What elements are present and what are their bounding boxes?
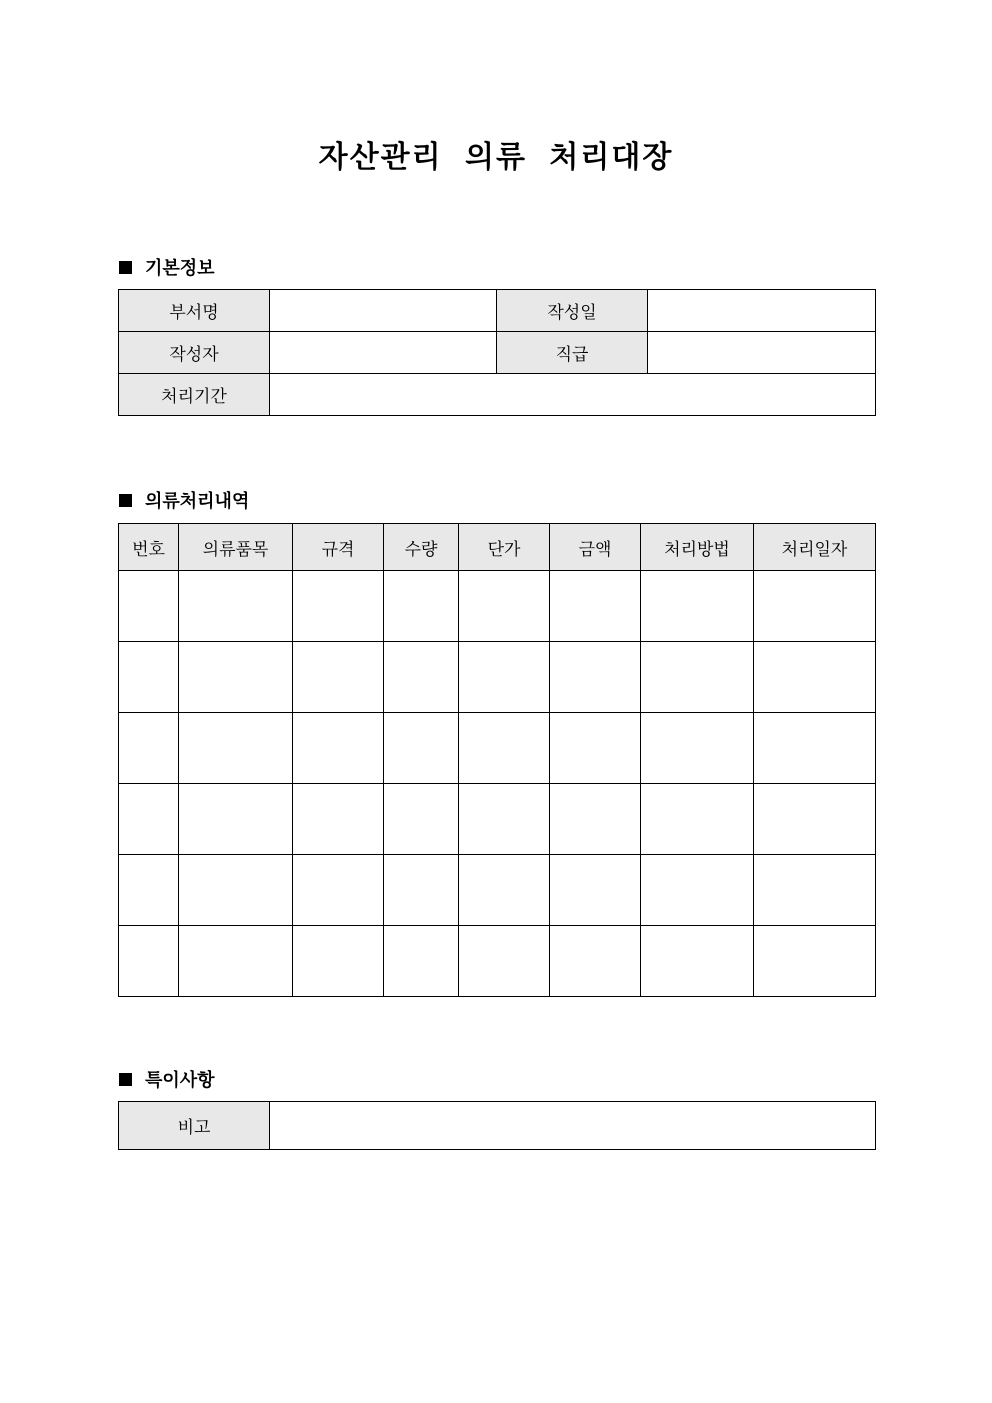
table-row [119, 855, 876, 926]
table-cell[interactable] [119, 713, 179, 784]
table-cell[interactable] [293, 855, 384, 926]
table-cell[interactable] [293, 784, 384, 855]
period-label: 처리기간 [119, 374, 270, 416]
table-cell[interactable] [384, 855, 459, 926]
section-heading-details [119, 487, 249, 513]
table-row [119, 374, 876, 416]
table-cell[interactable] [179, 642, 293, 713]
section-heading-label: 기본정보 [145, 258, 215, 279]
table-cell[interactable] [550, 926, 641, 997]
table-header-row [119, 524, 876, 571]
column-header-unit-price: 단가 [459, 524, 550, 571]
table-cell[interactable] [179, 571, 293, 642]
table-cell[interactable] [119, 571, 179, 642]
table-cell[interactable] [754, 571, 876, 642]
section-heading-notes [119, 1066, 215, 1092]
table-cell[interactable] [384, 713, 459, 784]
disposal-details-table [118, 523, 876, 997]
table-cell[interactable] [293, 571, 384, 642]
table-cell[interactable] [459, 571, 550, 642]
column-header-method: 처리방법 [641, 524, 754, 571]
date-label: 작성일 [497, 290, 648, 332]
column-header-date: 처리일자 [754, 524, 876, 571]
table-cell[interactable] [384, 926, 459, 997]
table-cell[interactable] [550, 713, 641, 784]
table-cell[interactable] [550, 571, 641, 642]
table-cell[interactable] [459, 642, 550, 713]
table-cell[interactable] [641, 713, 754, 784]
table-cell[interactable] [384, 784, 459, 855]
table-cell[interactable] [459, 855, 550, 926]
table-row [119, 784, 876, 855]
remark-field[interactable] [270, 1102, 876, 1150]
table-cell[interactable] [459, 784, 550, 855]
table-cell[interactable] [384, 642, 459, 713]
notes-table [118, 1101, 876, 1150]
department-label: 부서명 [119, 290, 270, 332]
date-field[interactable] [648, 290, 876, 332]
remark-label: 비고 [119, 1102, 270, 1150]
period-field[interactable] [270, 374, 876, 416]
column-header-amount: 금액 [550, 524, 641, 571]
table-cell[interactable] [550, 855, 641, 926]
table-cell[interactable] [293, 713, 384, 784]
square-bullet-icon [119, 1073, 132, 1086]
table-cell[interactable] [754, 713, 876, 784]
table-cell[interactable] [179, 855, 293, 926]
column-header-item: 의류품목 [179, 524, 293, 571]
table-cell[interactable] [641, 642, 754, 713]
table-cell[interactable] [119, 642, 179, 713]
table-cell[interactable] [119, 784, 179, 855]
table-cell[interactable] [754, 926, 876, 997]
table-cell[interactable] [754, 642, 876, 713]
table-cell[interactable] [641, 926, 754, 997]
author-field[interactable] [270, 332, 497, 374]
table-cell[interactable] [550, 642, 641, 713]
table-cell[interactable] [754, 784, 876, 855]
table-cell[interactable] [459, 926, 550, 997]
basic-info-table [118, 289, 876, 416]
table-cell[interactable] [641, 855, 754, 926]
square-bullet-icon [119, 494, 132, 507]
section-heading-label: 특이사항 [145, 1070, 215, 1091]
table-row [119, 926, 876, 997]
table-cell[interactable] [754, 855, 876, 926]
table-cell[interactable] [384, 571, 459, 642]
column-header-number: 번호 [119, 524, 179, 571]
table-cell[interactable] [641, 571, 754, 642]
square-bullet-icon [119, 261, 132, 274]
column-header-spec: 규격 [293, 524, 384, 571]
section-heading-basic-info [119, 254, 215, 280]
column-header-quantity: 수량 [384, 524, 459, 571]
table-row [119, 332, 876, 374]
position-label: 직급 [497, 332, 648, 374]
department-field[interactable] [270, 290, 497, 332]
table-row [119, 713, 876, 784]
table-cell[interactable] [293, 642, 384, 713]
table-cell[interactable] [179, 926, 293, 997]
table-cell[interactable] [641, 784, 754, 855]
table-cell[interactable] [459, 713, 550, 784]
table-cell[interactable] [119, 926, 179, 997]
table-cell[interactable] [293, 926, 384, 997]
table-cell[interactable] [550, 784, 641, 855]
author-label: 작성자 [119, 332, 270, 374]
section-heading-label: 의류처리내역 [145, 491, 250, 512]
table-cell[interactable] [119, 855, 179, 926]
table-cell[interactable] [179, 784, 293, 855]
table-row [119, 571, 876, 642]
table-row [119, 642, 876, 713]
table-cell[interactable] [179, 713, 293, 784]
table-row [119, 290, 876, 332]
table-row [119, 1102, 876, 1150]
document-title: 자산관리 의류 처리대장 [318, 140, 674, 175]
position-field[interactable] [648, 332, 876, 374]
